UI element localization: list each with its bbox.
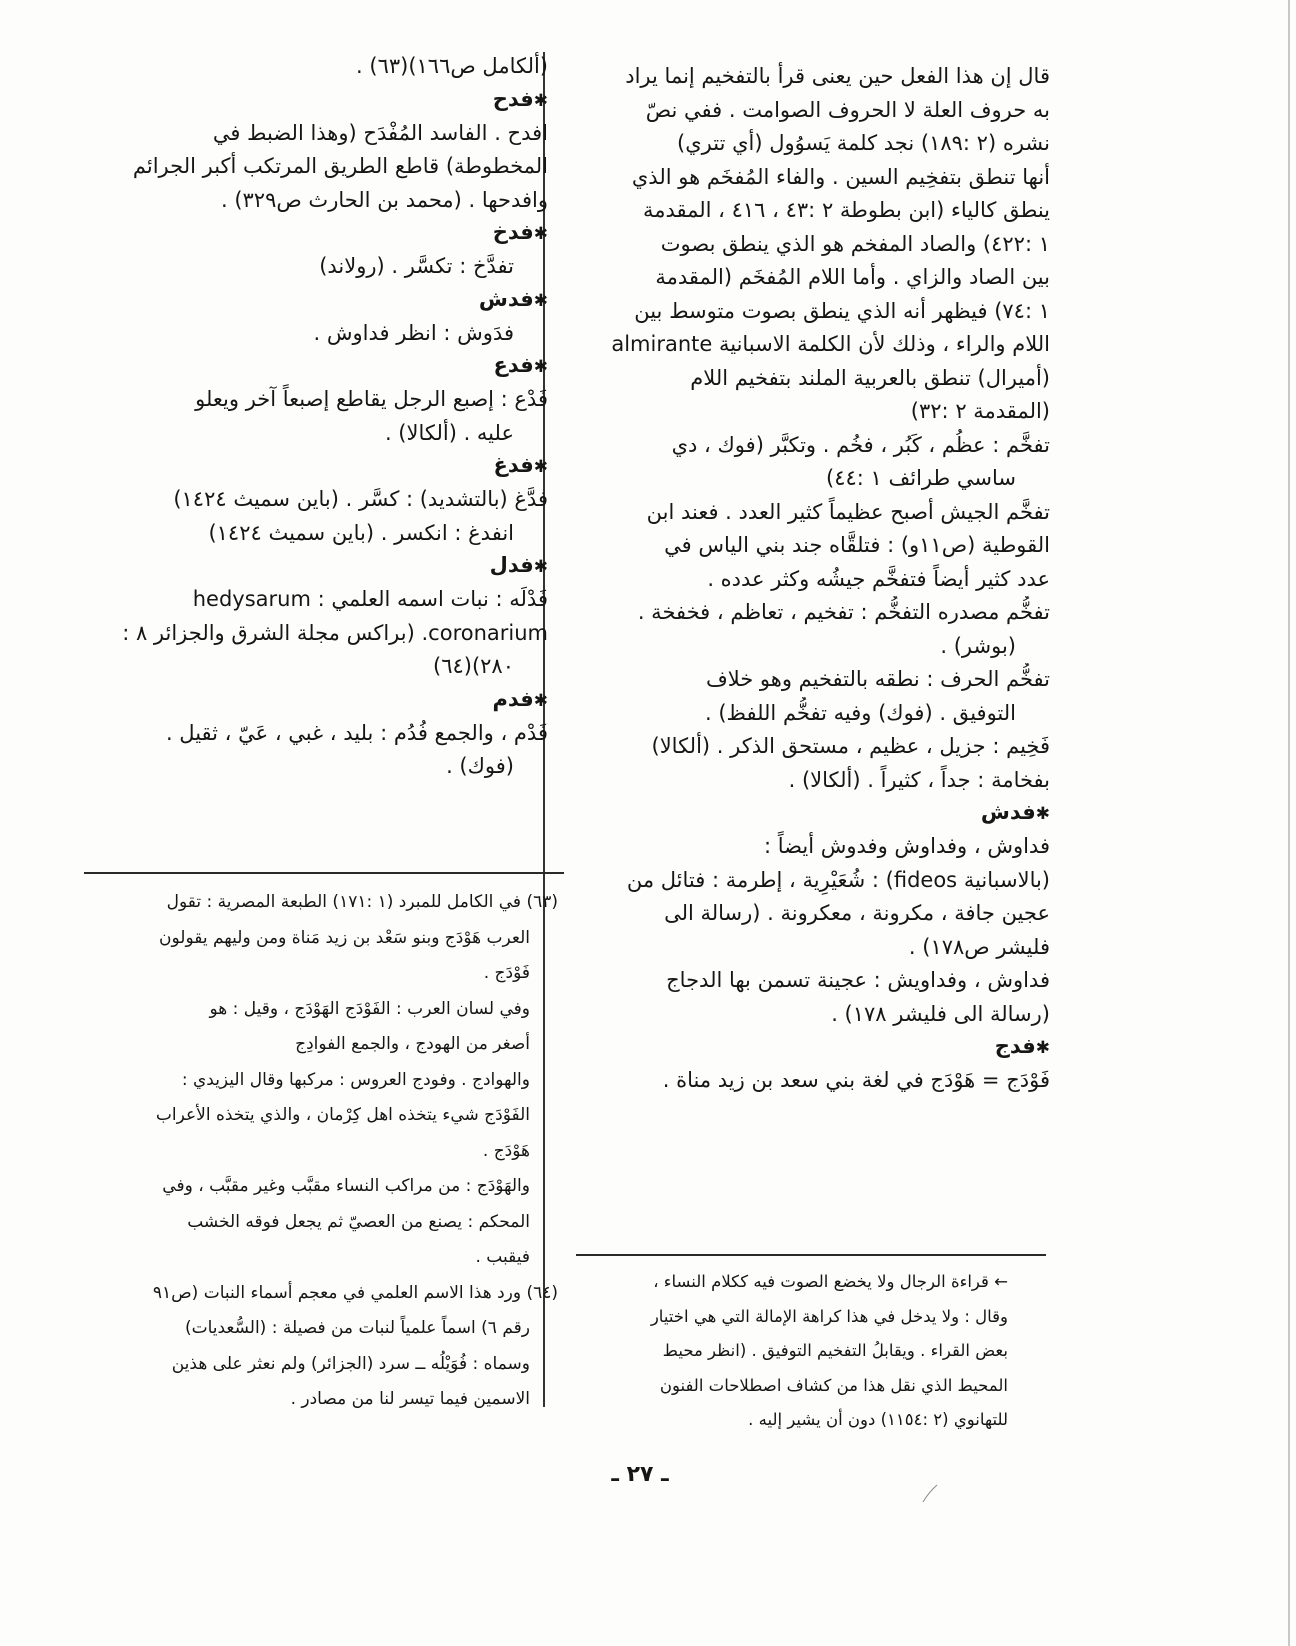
text-line: فَدْع : إصبع الرجل يقاطع إصبعاً آخر ويعلو [195,387,548,411]
footnote-line: وسماه : فُوَيْلُه ــ سرد (الجزائر) ولم نعثر على هذين [171,1353,530,1374]
footnote-line: للتهانوي (٢ :١١٥٤) دون أن يشير إليه . [748,1410,1008,1429]
text-line: فداوش ، وفداوش وفدوش أيضاً : [764,834,1050,858]
footnote-line: (٦٤) ورد هذا الاسم العلمي في معجم أسماء النبات (ص٩١ [152,1282,558,1303]
text-line: انفدغ : انكسر . (باين سميث ١٤٢٤) [208,520,514,545]
entry-heading: ✱ فدش [610,797,1050,830]
footnote-line: رقم ٦) اسماً علمياً لنبات من فصيلة : (السُّعديات) [184,1318,530,1338]
text-line: فَدْم ، والجمع فُدُم : بليد ، غبي ، عَيّ ، ثقيل . [165,720,548,745]
entry-heading: ✱ فدح [88,84,548,117]
footnote-line: فَوْدَج . [483,963,530,983]
footnote-line: أصغر من الهودج ، والجمع الفوادِج [295,1034,530,1054]
text-line: اللام والراء ، وذلك لأن الكلمة الاسبانية almirante [611,332,1050,356]
text-line: (فوك) . [446,754,514,778]
text-line: تفخُّم مصدره التفخُّم : تفخيم ، تعاظم ، فخفخة . [637,600,1050,624]
footnote-line: المحيط الذي نقل هذا من كشاف اصطلاحات الفنون [659,1375,1008,1395]
text-line: به حروف العلة لا الحروف الصوامت . ففي نصّ [645,97,1050,122]
left-column [88,50,548,784]
footnote-line: العرب هَوْدَج وبنو سَعْد بن زيد مَناة ومن وليهم يقولون [159,927,530,948]
text-line: قال إن هذا الفعل حين يعنى قرأ بالتفخيم إنما يراد [625,64,1050,88]
right-column [610,60,1050,1098]
text-line: ١ :٤٢٢) والصاد المفخم هو الذي ينطق بصوت [660,231,1050,256]
text-line: فَدْلَه : نبات اسمه العلمي : hedysarum [192,587,548,611]
entry-heading: ✱ فدع [88,350,548,383]
text-line: فدَوش : انظر فداوش . [313,320,514,345]
text-line: (ألكامل ص١٦٦)(٦٣) . [356,54,548,78]
text-line: (أميرال) تنطق بالعربية الملند بتفخيم اللام [690,365,1050,390]
text-line: ١ :٧٤) فيظهر أنه الذي ينطق بصوت متوسط بين [634,298,1050,323]
text-line: القوطية (ص١١و) : فتلقَّاه جند بني الياس في [664,533,1050,557]
text-line: أنها تنطق بتفخِيم السين . والفاء المُفخَم هو الذي [631,164,1050,189]
footnote-line: والهَوْدَج : من مراكب النساء مقبَّب وغير مقبَّب ، وفي [162,1176,530,1196]
text-line: coronarium. (براكس مجلة الشرق والجزائر ٨ : [122,620,548,645]
text-line: (رسالة الى فليشر ١٧٨) . [831,1001,1050,1026]
text-line: فَخِيم : جزيل ، عظيم ، مستحق الذكر . (ألكالا) [651,734,1050,758]
text-line: وافدحها . (محمد بن الحارث ص٣٢٩) . [220,187,548,212]
text-line: افدح . الفاسد المُفْدَح (وهذا الضبط في [212,120,548,145]
footnote-rule-left [84,872,564,874]
text-line: التوفيق . (فوك) وفيه تفخُّم اللفظ) . [704,700,1016,725]
page-number: ـ ٢٧ ـ [611,1462,669,1487]
footnote-line: الاسمين فيما تيسر لنا من مصادر . [290,1389,530,1409]
text-line: تفدَّخ : تكسَّر . (رولاند) [319,254,514,278]
footnote-line: (٦٣) في الكامل للمبرد (١ :١٧١) الطبعة المصرية : تقول [166,892,558,912]
text-line: عدد كثير أيضاً فتفخَّم جيشُه وكثر عدده . [707,566,1050,591]
text-line: ٢٨٠)(٦٤) [433,654,514,678]
text-line: بفخامة : جداً ، كثيراً . (ألكالا) . [788,767,1050,792]
text-line: (المقدمة ٢ :٣٢) [910,399,1050,423]
text-line: فليشر ص١٧٨) . [908,934,1050,959]
entry-heading: ✱ فدج [610,1031,1050,1064]
text-line: عجين جافة ، مكرونة ، معكرونة . (رسالة الى [664,901,1050,925]
footnote-line: وفي لسان العرب : الفَوْدَج الهَوْدَج ، وقيل : هو [209,998,530,1019]
pencil-mark-icon [920,1482,940,1504]
text-line: المخطوطة) قاطع الطريق المرتكب أكبر الجرائم [132,154,548,178]
footnote-line: بعض القراء . ويقابلُ التفخيم التوفيق . (انظر محيط [662,1341,1008,1360]
footnote-line: هَوْدَج . [482,1140,530,1161]
text-line: بين الصاد والزاي . وأما اللام المُفخَم (المقدمة [655,265,1050,289]
text-line: فداوش ، وفداويش : عجينة تسمن بها الدجاج [666,968,1050,992]
text-line: ساسي طرائف ١ :٤٤) [826,466,1016,490]
footnote-rule-right [576,1254,1046,1256]
footnote-line: وقال : ولا يدخل في هذا كراهة الإمالة التي هي اختيار [650,1306,1008,1326]
text-line: فَوْدَج = هَوْدَج في لغة بني سعد بن زيد مناة . [662,1068,1050,1092]
footnote-line: ← قراءة الرجال ولا يخضع الصوت فيه ككلام النساء ، [653,1272,1008,1291]
text-line: (بالاسبانية fideos) : شُعَيْرِية ، إطرمة : فتائل من [626,867,1050,892]
text-line: تفخُّم الحرف : نطقه بالتفخيم وهو خلاف [705,667,1050,691]
footnote-line: الفَوْدَج شيء يتخذه اهل كِرْمان ، والذي يتخذه الأعراب [155,1105,530,1125]
footnotes-right [588,1265,1008,1438]
scan-edge-line [1288,0,1290,1646]
text-line: تفخَّم : عظُم ، كَبُر ، فخُم . وتكبَّر (فوك ، دي [671,432,1050,457]
entry-heading: ✱ فدل [88,550,548,583]
text-line: نشره (٢ :١٨٩) نجد كلمة يَسوُول (أي تتري) [677,131,1050,155]
entry-heading: ✱ فدم [88,684,548,717]
entry-heading: ✱ فدخ [88,217,548,250]
text-line: ينطق كالياء (ابن بطوطة ٢ :٤٣ ، ٤١٦ ، المقدمة [642,198,1050,222]
footnote-line: والهوادج . وفودج العروس : مركبها وقال اليزيدي : [181,1069,530,1090]
footnote-line: المحكم : يصنع من العصيّ ثم يجعل فوقه الخشب [187,1211,530,1232]
footnotes-left [78,885,558,1418]
text-line: عليه . (ألكالا) . [384,420,514,445]
text-line: تفخَّم الجيش أصبح عظيماً كثير العدد . فعند ابن [646,499,1050,524]
text-line: فدَّغ (بالتشديد) : كسَّر . (باين سميث ١٤٢٤) [173,487,548,511]
entry-heading: ✱ فدش [88,284,548,317]
text-line: (بوشر) . [940,633,1016,658]
entry-heading: ✱ فدغ [88,450,548,483]
footnote-line: فيقبب . [475,1247,530,1267]
